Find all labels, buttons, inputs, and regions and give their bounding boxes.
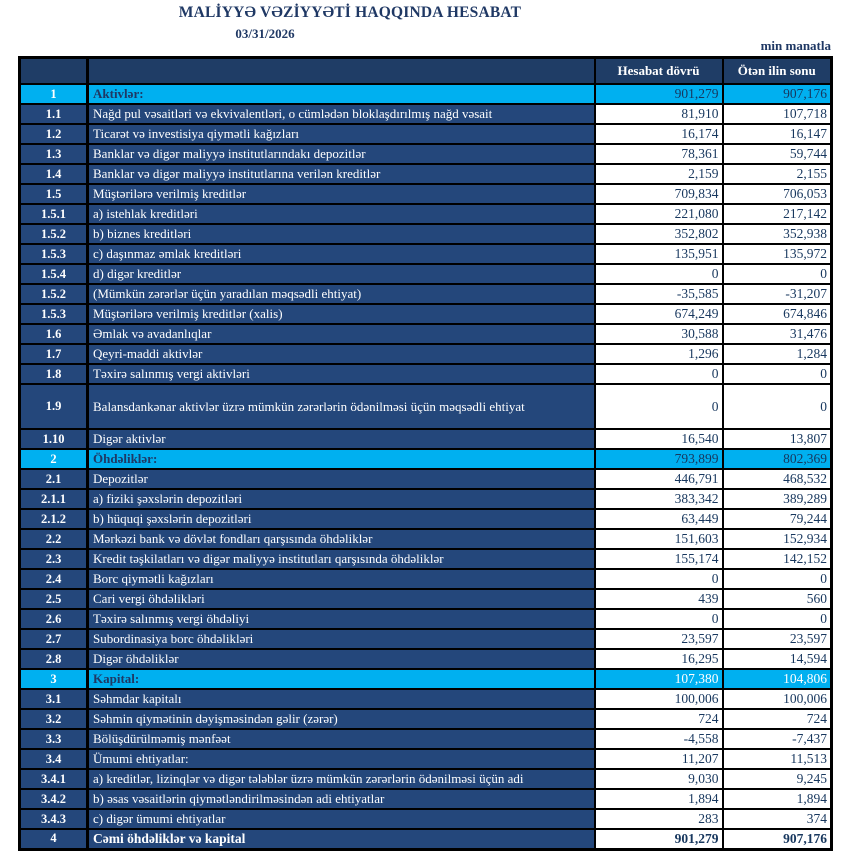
row-value-previous: 352,938 — [723, 224, 832, 244]
row-label: Əmlak və avadanlıqlar — [88, 324, 595, 344]
row-value-previous: 135,972 — [723, 244, 832, 264]
report-date: 03/31/2026 — [235, 26, 295, 41]
row-value-previous: 560 — [723, 589, 832, 609]
row-number: 1.5.1 — [20, 204, 88, 224]
table-row — [20, 449, 832, 469]
row-value-previous: 374 — [723, 809, 832, 829]
row-number: 1.5.4 — [20, 264, 88, 284]
row-value-current: 1,894 — [595, 789, 723, 809]
row-label: Digər aktivlər — [88, 429, 595, 449]
table-row — [20, 629, 832, 649]
row-value-current: 221,080 — [595, 204, 723, 224]
row-label: Nağd pul vəsaitləri və ekvivalentləri, o cümlədən bloklaşdırılmış nağd vəsait — [88, 104, 595, 124]
row-value-previous: 0 — [723, 364, 832, 384]
table-row — [20, 609, 832, 629]
table-row — [20, 124, 832, 144]
row-label: Borc qiymətli kağızları — [88, 569, 595, 589]
row-number: 2.1 — [20, 469, 88, 489]
row-value-current: 9,030 — [595, 769, 723, 789]
row-number: 3.4.1 — [20, 769, 88, 789]
table-row — [20, 224, 832, 244]
table-row — [20, 469, 832, 489]
row-value-previous: 1,284 — [723, 344, 832, 364]
row-label: c) daşınmaz əmlak kreditləri — [88, 244, 595, 264]
row-value-current: 0 — [595, 569, 723, 589]
row-label: b) hüquqi şəxslərin depozitləri — [88, 509, 595, 529]
row-value-previous: 142,152 — [723, 549, 832, 569]
header-label-cell — [88, 58, 595, 85]
row-label: a) istehlak kreditləri — [88, 204, 595, 224]
row-label: Öhdəliklər: — [88, 449, 595, 469]
row-number: 1.8 — [20, 364, 88, 384]
row-value-current: 0 — [595, 264, 723, 284]
row-value-current: 901,279 — [595, 84, 723, 104]
table-row — [20, 144, 832, 164]
table-row — [20, 549, 832, 569]
row-value-current: 16,174 — [595, 124, 723, 144]
row-number: 1.4 — [20, 164, 88, 184]
row-value-current: 30,588 — [595, 324, 723, 344]
row-number: 3.2 — [20, 709, 88, 729]
table-row — [20, 164, 832, 184]
financial-statement-table — [18, 56, 833, 851]
row-label: Kapital: — [88, 669, 595, 689]
row-value-previous: 79,244 — [723, 509, 832, 529]
row-label: Banklar və digər maliyyə institutlarındakı depozitlər — [88, 144, 595, 164]
row-number: 1.6 — [20, 324, 88, 344]
row-number: 3.3 — [20, 729, 88, 749]
row-number: 1.5.2 — [20, 224, 88, 244]
row-value-previous: 468,532 — [723, 469, 832, 489]
row-label: Ümumi ehtiyatlar: — [88, 749, 595, 769]
row-number: 2.3 — [20, 549, 88, 569]
row-number: 4 — [20, 829, 88, 849]
row-label: Subordinasiya borc öhdəlikləri — [88, 629, 595, 649]
date-wrap — [0, 25, 530, 43]
row-value-previous: 907,176 — [723, 829, 832, 849]
row-label: a) fiziki şəxslərin depozitləri — [88, 489, 595, 509]
row-label: Müştərilərə verilmiş kreditlər — [88, 184, 595, 204]
row-value-previous: 16,147 — [723, 124, 832, 144]
row-value-previous: 389,289 — [723, 489, 832, 509]
row-label: b) əsas vəsaitlərin qiymətləndirilməsindən adi ehtiyatlar — [88, 789, 595, 809]
row-number: 2.8 — [20, 649, 88, 669]
row-label: Cari vergi öhdəlikləri — [88, 589, 595, 609]
table-row — [20, 104, 832, 124]
table-row — [20, 829, 832, 849]
table-row — [20, 184, 832, 204]
row-value-previous: 11,513 — [723, 749, 832, 769]
table-row — [20, 244, 832, 264]
table-row — [20, 729, 832, 749]
row-label: Depozitlər — [88, 469, 595, 489]
row-value-previous: 802,369 — [723, 449, 832, 469]
table-row — [20, 284, 832, 304]
row-value-current: 901,279 — [595, 829, 723, 849]
row-value-previous: 9,245 — [723, 769, 832, 789]
table-row — [20, 509, 832, 529]
row-value-previous: -31,207 — [723, 284, 832, 304]
row-number: 1.2 — [20, 124, 88, 144]
row-value-previous: -7,437 — [723, 729, 832, 749]
table-row — [20, 489, 832, 509]
row-label: Balansdankənar aktivlər üzrə mümkün zərərlərin ödənilməsi üçün məqsədli ehtiyat — [88, 384, 595, 429]
unit-wrap — [631, 37, 831, 55]
row-label: Müştərilərə verilmiş kreditlər (xalis) — [88, 304, 595, 324]
row-value-current: 674,249 — [595, 304, 723, 324]
row-value-current: 352,802 — [595, 224, 723, 244]
row-label: (Mümkün zərərlər üçün yaradılan məqsədli ehtiyat) — [88, 284, 595, 304]
row-value-current: 439 — [595, 589, 723, 609]
row-value-current: 155,174 — [595, 549, 723, 569]
row-label: Səhmdar kapitalı — [88, 689, 595, 709]
row-value-current: 0 — [595, 364, 723, 384]
row-value-current: 81,910 — [595, 104, 723, 124]
page-title: MALİYYƏ VƏZİYYƏTİ HAQQINDA HESABAT — [178, 4, 522, 21]
table-row — [20, 709, 832, 729]
row-value-previous: 1,894 — [723, 789, 832, 809]
row-label: Digər öhdəliklər — [88, 649, 595, 669]
row-number: 2 — [20, 449, 88, 469]
row-label: Kredit təşkilatları və digər maliyyə institutları qarşısında öhdəliklər — [88, 549, 595, 569]
unit-label: min manatla — [760, 38, 831, 53]
row-value-previous: 152,934 — [723, 529, 832, 549]
row-number: 2.4 — [20, 569, 88, 589]
table-row — [20, 384, 832, 429]
row-number: 2.5 — [20, 589, 88, 609]
table-row — [20, 669, 832, 689]
row-number: 2.7 — [20, 629, 88, 649]
row-value-current: 16,295 — [595, 649, 723, 669]
row-value-previous: 0 — [723, 384, 832, 429]
row-value-previous: 31,476 — [723, 324, 832, 344]
row-label: Səhmin qiymətinin dəyişməsindən gəlir (zərər) — [88, 709, 595, 729]
row-value-current: 724 — [595, 709, 723, 729]
row-label: Bölüşdürülməmiş mənfəət — [88, 729, 595, 749]
row-number: 1.10 — [20, 429, 88, 449]
row-value-current: 16,540 — [595, 429, 723, 449]
table-row — [20, 304, 832, 324]
row-value-previous: 13,807 — [723, 429, 832, 449]
row-label: Təxirə salınmış vergi aktivləri — [88, 364, 595, 384]
row-label: Qeyri-maddi aktivlər — [88, 344, 595, 364]
row-value-current: -4,558 — [595, 729, 723, 749]
table-row — [20, 649, 832, 669]
row-value-current: 151,603 — [595, 529, 723, 549]
row-value-previous: 59,744 — [723, 144, 832, 164]
row-value-previous: 674,846 — [723, 304, 832, 324]
table-body — [20, 84, 832, 849]
row-number: 2.6 — [20, 609, 88, 629]
row-label: Banklar və digər maliyyə institutlarına verilən kreditlər — [88, 164, 595, 184]
row-label: Mərkəzi bank və dövlət fondları qarşısında öhdəliklər — [88, 529, 595, 549]
table-header-row — [20, 58, 832, 85]
row-value-current: 100,006 — [595, 689, 723, 709]
row-number: 1.9 — [20, 384, 88, 429]
row-value-current: 446,791 — [595, 469, 723, 489]
row-number: 2.2 — [20, 529, 88, 549]
row-number: 3.4.2 — [20, 789, 88, 809]
row-number: 3 — [20, 669, 88, 689]
table-row — [20, 809, 832, 829]
row-value-previous: 23,597 — [723, 629, 832, 649]
row-value-current: 283 — [595, 809, 723, 829]
row-label: Ticarət və investisiya qiymətli kağızları — [88, 124, 595, 144]
row-value-current: 0 — [595, 384, 723, 429]
header-number-cell — [20, 58, 88, 85]
row-value-current: 11,207 — [595, 749, 723, 769]
row-number: 2.1.2 — [20, 509, 88, 529]
row-value-current: 0 — [595, 609, 723, 629]
row-label: c) digər ümumi ehtiyatlar — [88, 809, 595, 829]
row-value-previous: 706,053 — [723, 184, 832, 204]
table-row — [20, 264, 832, 284]
row-value-previous: 907,176 — [723, 84, 832, 104]
row-value-previous: 2,155 — [723, 164, 832, 184]
table-row — [20, 689, 832, 709]
row-number: 1.5.2 — [20, 284, 88, 304]
row-label: a) kreditlər, lizinqlər və digər tələblər üzrə mümkün zərərlərin ödənilməsi üçün adi — [88, 769, 595, 789]
table-row — [20, 324, 832, 344]
row-value-current: 793,899 — [595, 449, 723, 469]
row-label: Cəmi öhdəliklər və kapital — [88, 829, 595, 849]
row-value-previous: 100,006 — [723, 689, 832, 709]
table-row — [20, 569, 832, 589]
row-number: 2.1.1 — [20, 489, 88, 509]
row-label: b) biznes kreditləri — [88, 224, 595, 244]
row-number: 1.5.3 — [20, 304, 88, 324]
row-value-previous: 107,718 — [723, 104, 832, 124]
row-value-previous: 104,806 — [723, 669, 832, 689]
table-row — [20, 204, 832, 224]
title-wrap — [0, 4, 700, 22]
row-number: 1.3 — [20, 144, 88, 164]
row-number: 3.1 — [20, 689, 88, 709]
table-row — [20, 769, 832, 789]
table-row — [20, 429, 832, 449]
table-row — [20, 344, 832, 364]
row-number: 1.5 — [20, 184, 88, 204]
row-number: 3.4 — [20, 749, 88, 769]
row-label: d) digər kreditlər — [88, 264, 595, 284]
table-row — [20, 789, 832, 809]
row-value-current: 383,342 — [595, 489, 723, 509]
row-number: 1.5.3 — [20, 244, 88, 264]
row-number: 1.7 — [20, 344, 88, 364]
column-header-current-period: Hesabat dövrü — [595, 58, 723, 85]
row-value-current: 63,449 — [595, 509, 723, 529]
row-value-current: 709,834 — [595, 184, 723, 204]
row-number: 1 — [20, 84, 88, 104]
row-value-previous: 0 — [723, 264, 832, 284]
row-label: Aktivlər: — [88, 84, 595, 104]
row-value-current: 135,951 — [595, 244, 723, 264]
row-value-current: 78,361 — [595, 144, 723, 164]
row-value-previous: 14,594 — [723, 649, 832, 669]
row-value-current: -35,585 — [595, 284, 723, 304]
table-row — [20, 364, 832, 384]
table-row — [20, 749, 832, 769]
column-header-previous-year-end: Ötən ilin sonu — [723, 58, 832, 85]
row-value-previous: 0 — [723, 569, 832, 589]
row-value-previous: 0 — [723, 609, 832, 629]
row-value-current: 23,597 — [595, 629, 723, 649]
row-value-current: 1,296 — [595, 344, 723, 364]
table-row — [20, 84, 832, 104]
row-value-current: 2,159 — [595, 164, 723, 184]
table-row — [20, 589, 832, 609]
row-label: Təxirə salınmış vergi öhdəliyi — [88, 609, 595, 629]
table-row — [20, 529, 832, 549]
row-value-current: 107,380 — [595, 669, 723, 689]
row-value-previous: 217,142 — [723, 204, 832, 224]
row-number: 1.1 — [20, 104, 88, 124]
row-number: 3.4.3 — [20, 809, 88, 829]
row-value-previous: 724 — [723, 709, 832, 729]
